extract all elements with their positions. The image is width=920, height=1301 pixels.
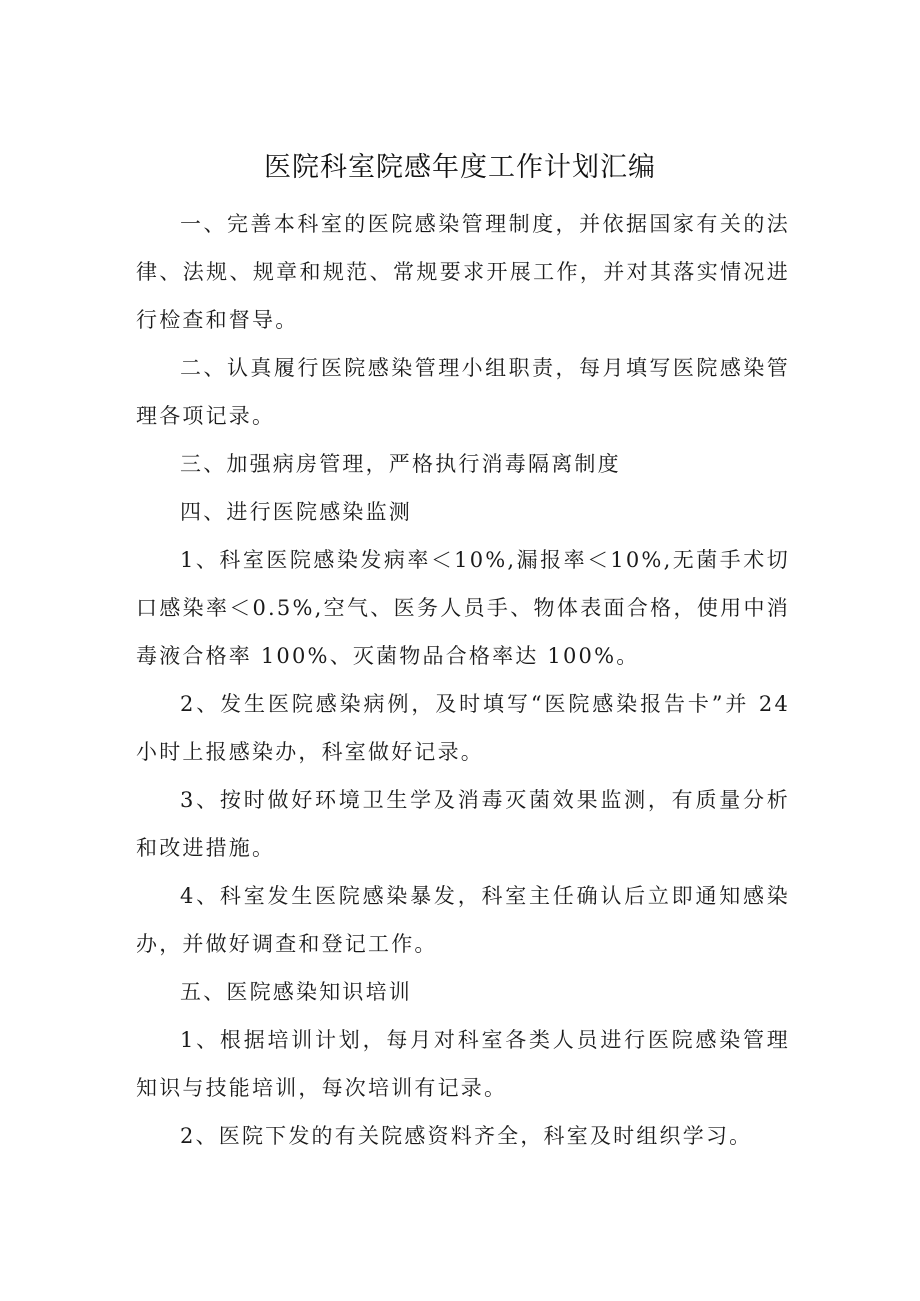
paragraph-item-4-1: 1、科室医院感染发病率＜10%,漏报率＜10%,无菌手术切口感染率＜0.5%,空气、医务人员手、物体表面合格，使用中消毒液合格率 100%、灭菌物品合格率达 100%。 (136, 548, 790, 668)
document-title: 医院科室院感年度工作计划汇编 (264, 152, 656, 183)
paragraph-item-5-2: 2、医院下发的有关院感资料齐全，科室及时组织学习。 (180, 1124, 753, 1148)
paragraph-section-2: 二、认真履行医院感染管理小组职责，每月填写医院感染管理各项记录。 (136, 356, 790, 428)
paragraph-item-4-3: 3、按时做好环境卫生学及消毒灭菌效果监测，有质量分析和改进措施。 (136, 788, 790, 860)
paragraph-item-4-2: 2、发生医院感染病例，及时填写“医院感染报告卡”并 24 小时上报感染办，科室做好记录。 (136, 692, 790, 764)
paragraph-section-5: 五、医院感染知识培训 (180, 980, 412, 1004)
paragraph-item-4-4: 4、科室发生医院感染暴发，科室主任确认后立即通知感染办，并做好调查和登记工作。 (136, 884, 790, 956)
document-body (136, 200, 790, 1160)
paragraph-section-4: 四、进行医院感染监测 (180, 500, 412, 524)
paragraph-section-1: 一、完善本科室的医院感染管理制度，并依据国家有关的法律、法规、规章和规范、常规要求开展工作，并对其落实情况进行检查和督导。 (136, 212, 790, 332)
paragraph-section-3: 三、加强病房管理，严格执行消毒隔离制度 (180, 452, 621, 476)
paragraph-item-5-1: 1、根据培训计划，每月对科室各类人员进行医院感染管理知识与技能培训，每次培训有记录。 (136, 1028, 790, 1100)
